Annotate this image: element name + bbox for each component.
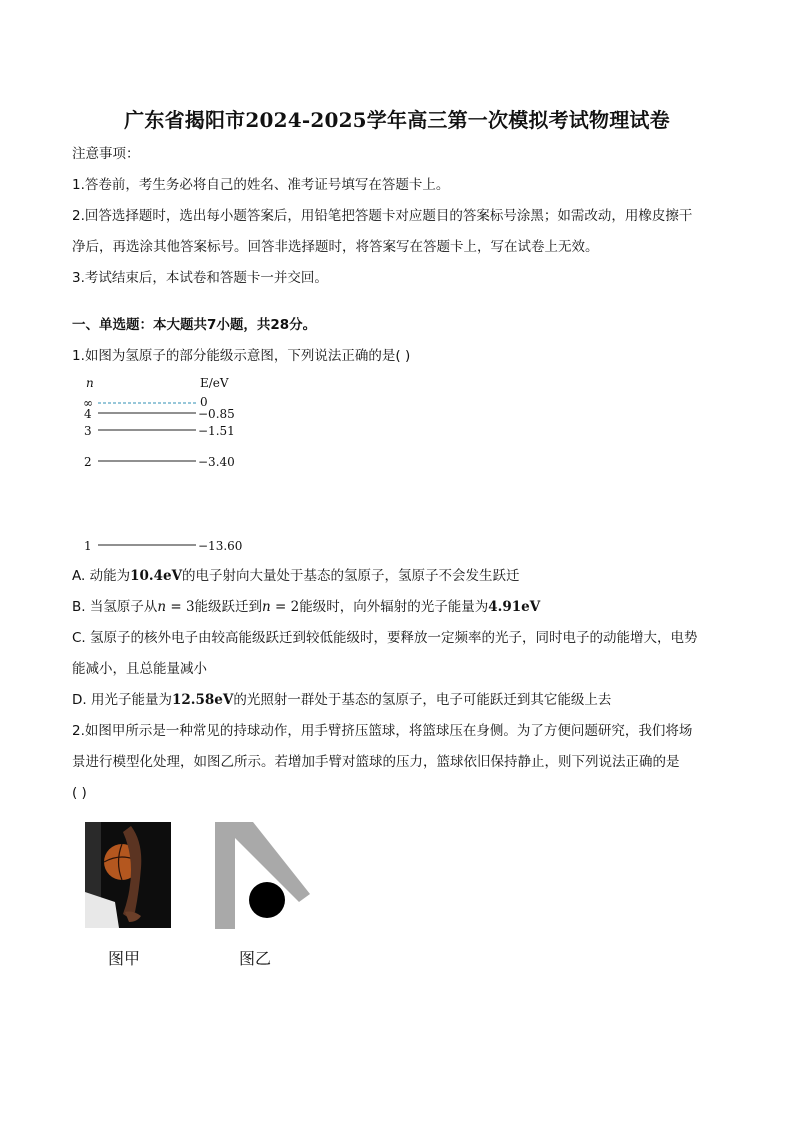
question-2-stem-cont: 景进行模型化处理，如图乙所示。若增加手臂对篮球的压力，篮球依旧保持静止，则下列说法正确的是 (72, 754, 680, 770)
figure-yi-caption: 图乙 (239, 949, 272, 968)
question-2-blank: ( ) (72, 785, 87, 801)
notice-item-1: 1.答卷前，考生务必将自己的姓名、准考证号填写在答题卡上。 (72, 177, 450, 193)
option-b-text: B. 当氢原子从 (72, 599, 158, 615)
option-b-mid: 能级跃迁到 (194, 599, 263, 615)
level-3-n: 3 (84, 424, 92, 438)
basketball-photo (85, 822, 171, 928)
axis-energy-label: E/eV (200, 376, 229, 390)
level-2-e: −3.40 (198, 455, 235, 469)
level-inf-n: ∞ (83, 396, 93, 410)
option-b-mid2: 能级时，向外辐射的光子能量为 (299, 599, 489, 615)
option-b-n1: n (157, 599, 167, 615)
notice-item-2-cont: 净后，再选涂其他答案标号。回答非选择题时，将答案写在答题卡上，写在试卷上无效。 (72, 239, 599, 255)
level-1-n: 1 (84, 539, 92, 553)
axis-n-label: n (86, 376, 94, 390)
option-d-value: 12.58eV (171, 692, 234, 708)
level-inf-e: 0 (200, 395, 208, 409)
option-d-text-end: 的光照射一群处于基态的氢原子，电子可能跃迁到其它能级上去 (233, 692, 612, 708)
model-diagram (215, 822, 313, 930)
option-b-eq2: = 2 (270, 599, 300, 615)
option-d-text: D. 用光子能量为 (72, 692, 172, 708)
q1-option-c-cont: 能减小，且总能量减小 (72, 661, 207, 677)
notice-item-3: 3.考试结束后，本试卷和答题卡一并交回。 (72, 270, 328, 286)
question-2-stem: 2.如图甲所示是一种常见的持球动作，用手臂挤压篮球，将篮球压在身侧。为了方便问题研究，我们将场 (72, 723, 693, 739)
notice-item-2: 2.回答选择题时，选出每小题答案后，用铅笔把答题卡对应题目的答案标号涂黑；如需改动，用橡皮擦干 (72, 208, 693, 224)
level-4-e: −0.85 (198, 407, 235, 421)
notice-heading: 注意事项： (72, 146, 140, 162)
option-b-n2: n (262, 599, 271, 615)
level-4-n: 4 (84, 407, 92, 421)
level-1-e: −13.60 (198, 539, 243, 553)
section-heading: 一、单选题：本大题共7小题，共28分。 (72, 317, 317, 333)
level-3-e: −1.51 (198, 424, 235, 438)
option-a-text-end: 的电子射向大量处于基态的氢原子，氢原子不会发生跃迁 (182, 568, 520, 584)
option-b-eq1: = 3 (166, 599, 195, 615)
energy-level-diagram (80, 372, 260, 556)
q1-option-c: C. 氢原子的核外电子由较高能级跃迁到较低能级时，要释放一定频率的光子，同时电子的动能增大，电势 (72, 630, 698, 646)
q1-option-d (72, 692, 732, 708)
level-2-n: 2 (84, 455, 92, 469)
option-b-value: 4.91eV (488, 599, 541, 615)
option-a-value: 10.4eV (130, 568, 183, 584)
q1-option-b (72, 599, 732, 615)
q1-option-a (72, 568, 732, 584)
question-1-stem: 1.如图为氢原子的部分能级示意图，下列说法正确的是( ) (72, 348, 411, 364)
option-a-text: A. 动能为 (72, 568, 131, 584)
page-title: 广东省揭阳市2024-2025学年高三第一次模拟考试物理试卷 (124, 108, 670, 132)
figure-jia-caption: 图甲 (108, 949, 141, 968)
